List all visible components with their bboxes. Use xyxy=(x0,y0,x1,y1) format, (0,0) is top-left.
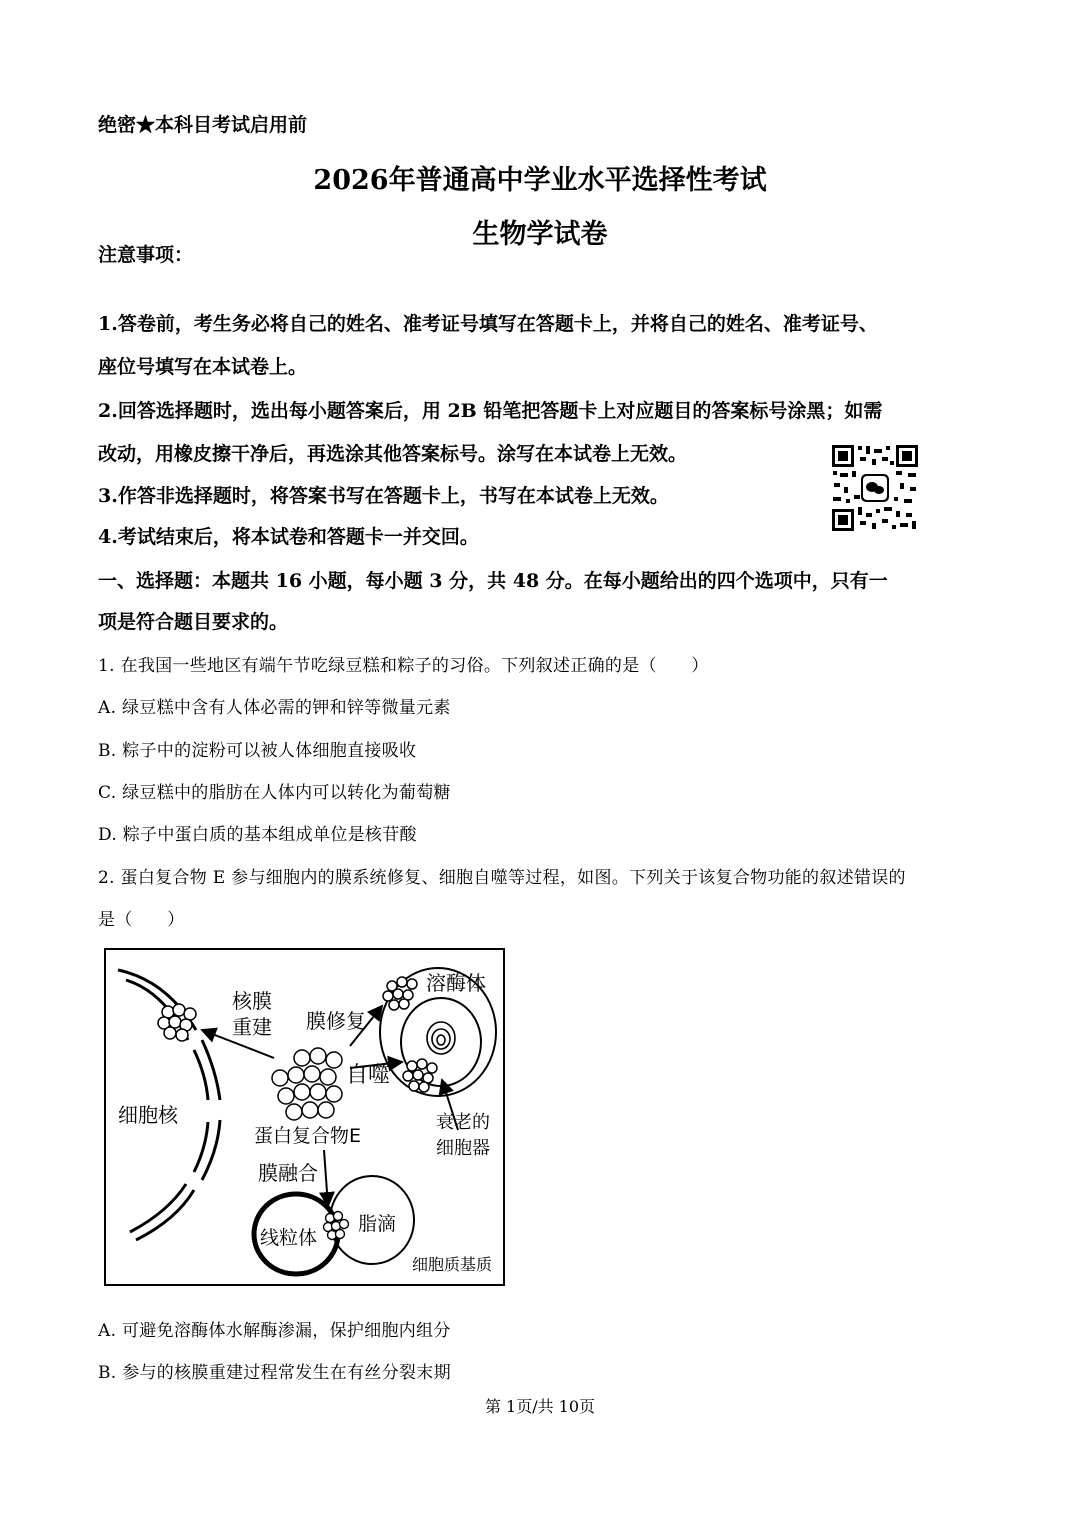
option: B. 参与的核膜重建过程常发生在有丝分裂末期 xyxy=(98,1363,451,1383)
label-nuclear-rebuild: 核膜 xyxy=(232,989,272,1013)
label-cytoplasm: 细胞质基质 xyxy=(412,1255,493,1274)
option: A. 绿豆糕中含有人体必需的钾和锌等微量元素 xyxy=(98,698,451,718)
label-lipid-droplet: 脂滴 xyxy=(358,1213,397,1235)
label-lysosome: 溶酶体 xyxy=(426,971,486,995)
confidential-notice: 绝密★本科目考试启用前 xyxy=(98,114,308,136)
notice-item: 4.考试结束后，将本试卷和答题卡一并交回。 xyxy=(98,526,479,548)
figure-complex-e xyxy=(104,948,505,1286)
question-stem: 是（ ） xyxy=(98,910,185,930)
label-membrane-repair: 膜修复 xyxy=(306,1009,366,1033)
label-complex-e: 蛋白复合物E xyxy=(254,1125,362,1147)
page-footer: 第 1页/共 10页 xyxy=(484,1397,596,1416)
notice-item: 改动，用橡皮擦干净后，再选涂其他答案标号。涂写在本试卷上无效。 xyxy=(98,443,688,465)
label-autophagy: 自噬 xyxy=(346,1063,391,1088)
label-aged-organelle: 衰老的 xyxy=(436,1112,490,1133)
figure-diagram xyxy=(106,950,503,1284)
label-nuclear-rebuild: 重建 xyxy=(232,1015,272,1039)
notice-item: 1.答卷前，考生务必将自己的姓名、准考证号填写在答题卡上，并将自己的姓名、准考证号、 xyxy=(98,313,878,335)
exam-subtitle: 生物学试卷 xyxy=(472,219,608,250)
label-aged-organelle: 细胞器 xyxy=(436,1138,490,1159)
label-nucleus: 细胞核 xyxy=(118,1103,178,1127)
option: A. 可避免溶酶体水解酶渗漏，保护细胞内组分 xyxy=(98,1321,451,1341)
qr-code xyxy=(830,443,920,533)
notice-item: 2.回答选择题时，选出每小题答案后，用 2B 铅笔把答题卡上对应题目的答案标号涂黑；如需 xyxy=(98,400,883,422)
option: D. 粽子中蛋白质的基本组成单位是核苷酸 xyxy=(98,825,417,845)
label-mitochondrion: 线粒体 xyxy=(260,1227,318,1249)
aged-organelle xyxy=(427,1022,455,1054)
option: B. 粽子中的淀粉可以被人体细胞直接吸收 xyxy=(98,741,417,761)
section-heading: 一、选择题：本题共 16 小题，每小题 3 分，共 48 分。在每小题给出的四个选项中，只有一 xyxy=(98,570,888,592)
label-membrane-fusion: 膜融合 xyxy=(258,1161,318,1185)
question-stem: 1. 在我国一些地区有端午节吃绿豆糕和粽子的习俗。下列叙述正确的是（ ） xyxy=(98,656,709,676)
nuclear-complex xyxy=(158,1004,196,1041)
section-heading: 项是符合题目要求的。 xyxy=(98,611,289,633)
notice-item: 3.作答非选择题时，将答案书写在答题卡上，书写在本试卷上无效。 xyxy=(98,485,669,507)
notice-item: 座位号填写在本试卷上。 xyxy=(98,356,308,378)
exam-title: 2026年普通高中学业水平选择性考试 xyxy=(313,165,767,196)
option: C. 绿豆糕中的脂肪在人体内可以转化为葡萄糖 xyxy=(98,783,451,803)
complex-e xyxy=(272,1048,342,1120)
notice-heading: 注意事项： xyxy=(98,244,194,266)
question-stem: 2. 蛋白复合物 E 参与细胞内的膜系统修复、细胞自噬等过程，如图。下列关于该复合物功能的叙述错误的 xyxy=(98,868,906,888)
